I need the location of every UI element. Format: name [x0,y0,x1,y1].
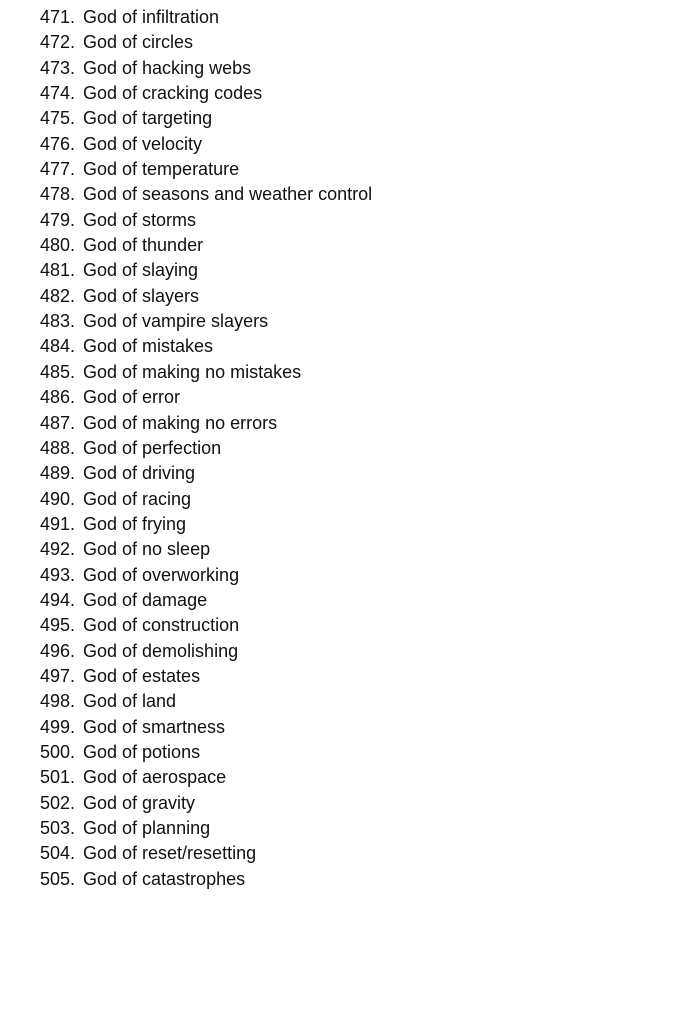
list-item-number: 478. [40,184,76,205]
list-item-text: God of gravity [83,792,196,813]
list-item-number: 500. [40,741,76,762]
list-item-text: God of frying [83,513,187,534]
list-item-number: 483. [40,311,76,332]
list-item-text: God of infiltration [83,7,220,27]
list-item-number: 477. [40,159,76,180]
list-item-number: 487. [40,412,76,433]
list-item-number: 472. [40,32,76,53]
list-item-text: God of seasons and weather control [83,184,373,205]
list-item-number: 485. [40,361,76,382]
list-item-text: God of storms [83,209,197,230]
list-item-number: 482. [40,285,76,306]
list-item-text: God of damage [83,589,208,610]
list-item-text: God of racing [83,488,192,509]
list-item-text: God of slayers [83,285,200,306]
list-item-text: God of hacking webs [83,57,252,78]
list-item-number: 481. [40,260,76,281]
list-item-text: God of planning [83,818,211,838]
list-item-text: God of temperature [83,159,240,180]
list-item-number: 474. [40,83,76,104]
list-item-number: 502. [40,792,76,813]
list-item-text: God of slaying [83,260,199,281]
list-item-number: 488. [40,437,76,458]
list-item-number: 495. [40,615,76,636]
list-item-text: God of perfection [83,437,222,458]
list-item-number: 475. [40,108,76,129]
list-item-number: 505. [40,868,76,889]
list-item-text: God of no sleep [83,539,211,560]
list-item-number: 486. [40,387,76,408]
list-item-text: God of aerospace [83,767,227,788]
list-item-number: 497. [40,665,76,686]
list-item-text: God of land [83,691,177,712]
list-item-text: God of velocity [83,133,203,154]
list-item-text: God of potions [83,741,201,762]
list-item-number: 489. [40,463,76,484]
list-item-number: 504. [40,843,76,864]
list-item-number: 491. [40,513,76,534]
list-item-number: 473. [40,57,76,78]
list-item-text: God of demolishing [83,640,239,661]
list-item-text: God of smartness [83,716,226,737]
list-item-number: 496. [40,640,76,661]
list-item-number: 499. [40,716,76,737]
list-item-number: 480. [40,235,76,256]
list-item-number: 476. [40,133,76,154]
list-item-number: 492. [40,539,76,560]
list-item-text: God of construction [83,615,240,636]
list-item-text: God of cracking codes [83,83,263,104]
list-item-text: God of mistakes [83,336,214,357]
list-item-number: 471. [40,7,76,27]
list-item-number: 490. [40,488,76,509]
list-item-text: God of targeting [83,108,213,129]
list-item-number: 501. [40,767,76,788]
list-item-text: God of vampire slayers [83,311,269,332]
list-item-text: God of making no mistakes [83,361,302,382]
list-item-number: 503. [40,818,76,838]
list-item-number: 498. [40,691,76,712]
list-item-text: God of reset/resetting [83,843,257,864]
list-item-number: 479. [40,209,76,230]
list-item-text: God of overworking [83,564,240,585]
list-item-text: God of estates [83,665,201,686]
list-item-text: God of making no errors [83,412,278,433]
list-item-number: 493. [40,564,76,585]
list-item-text: God of driving [83,463,196,484]
list-item-text: God of error [83,387,181,408]
list-item-text: God of thunder [83,235,204,256]
list-item-text: God of catastrophes [83,868,246,889]
list-item-number: 494. [40,589,76,610]
list-item-text: God of circles [83,32,194,53]
list-item-number: 484. [40,336,76,357]
